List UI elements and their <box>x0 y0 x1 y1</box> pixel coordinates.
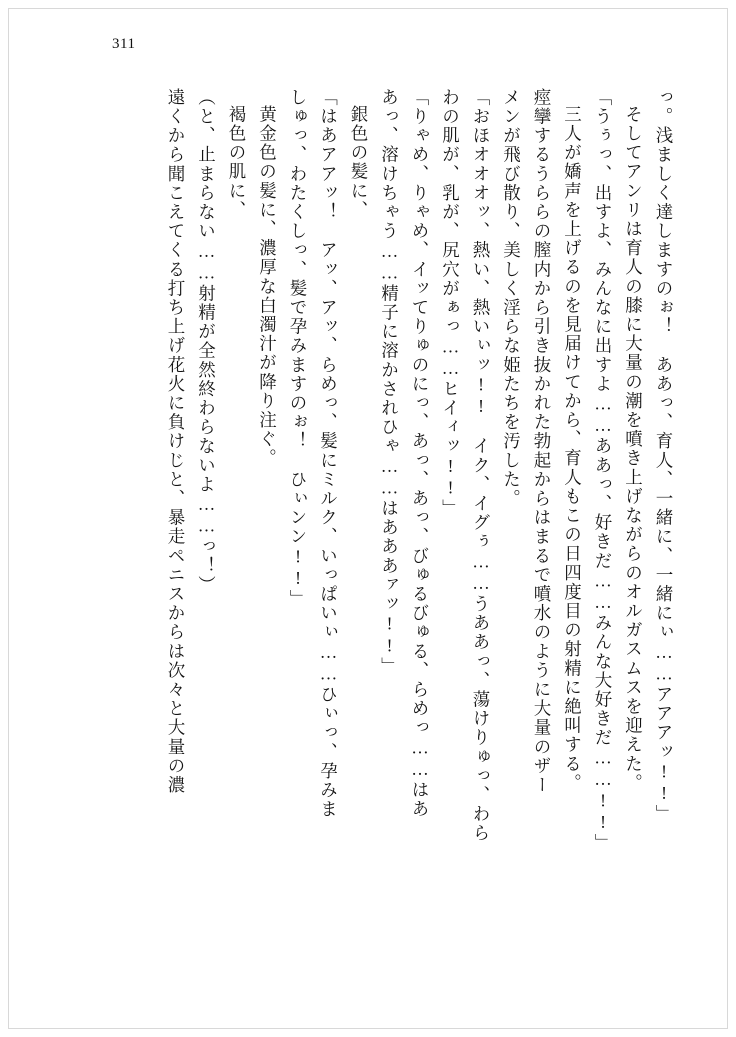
text-line: 三人が嬌声を上げるのを見届けてから、育人もこの日四度目の射精に絶叫する。 <box>562 105 583 793</box>
text-line: 銀色の髪に、 <box>349 105 369 220</box>
text-line: しゅっ、わたくしっ、髪で孕みますのぉ！ ひぃンン!!」 <box>288 88 308 609</box>
text-line: わの肌が、乳が、尻穴がぁっ……ヒイィッ!!」 <box>440 88 461 519</box>
text-line: 「はあアアッ！ アッ、アッ、らめっ、髪にミルク、いっぱいぃ……ひぃっ、孕みま <box>318 88 339 819</box>
text-line: 痙攣するうららの膣内から引き抜かれた勃起からはまるで噴水のように大量のザー <box>532 88 552 795</box>
text-line: メンが飛び散り、美しく淫らな姫たちを汚した。 <box>501 88 522 509</box>
text-line: 褐色の肌に、 <box>227 105 247 220</box>
text-line: 遠くから聞こえてくる打ち上げ花火に負けじと、暴走ペニスからは次々と大量の濃 <box>166 88 186 795</box>
text-line: そしてアンリは育人の膝に大量の潮を噴き上げながらのオルガスムスを迎えた。 <box>623 105 644 793</box>
text-line: あっ、溶けちゃう……精子に溶かされひゃ……はあああァッ!!」 <box>379 88 400 676</box>
vertical-text-body <box>60 88 672 968</box>
text-line: （と、止まらない……射精が全然終わらないよ……っ！） <box>196 88 217 595</box>
text-line: 「うぅっ、出すよ、みんなに出すよ……ああっ、好きだ……みんな大好きだ……!!」 <box>593 88 613 853</box>
text-line: っ。浅ましく達しますのぉ！ ああっ、育人、一緒に、一緒にぃ……アアアッ!!」 <box>654 88 674 824</box>
text-line: 「おほオオオッ、熱い、熱いぃッ!! イク、イグぅ……うああっ、蕩けりゅっ、わら <box>471 88 491 843</box>
text-line: 黄金色の髪に、濃厚な白濁汁が降り注ぐ。 <box>257 105 278 468</box>
text-line: 「りゃめ、りゃめ、イッてりゅのにっ、あっ、あっ、びゅるびゅる、らめっ……はあ <box>410 88 430 819</box>
page-number: 311 <box>112 36 136 52</box>
